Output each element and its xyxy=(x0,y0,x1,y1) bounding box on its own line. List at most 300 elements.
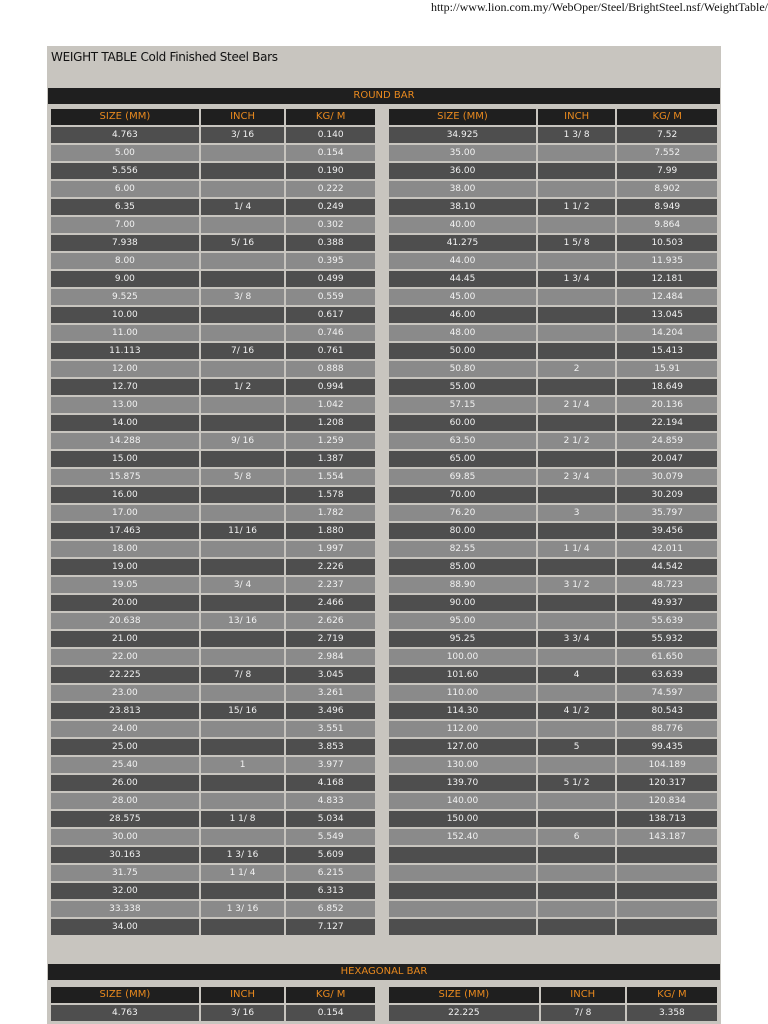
inch-cell xyxy=(201,415,287,431)
inch-cell xyxy=(538,415,617,431)
kg-per-m-cell: 2.626 xyxy=(286,613,375,629)
inch-cell: 2 xyxy=(538,361,617,377)
kg-per-m-cell xyxy=(617,865,717,881)
inch-cell: 11/ 16 xyxy=(201,523,287,539)
kg-per-m-cell: 2.237 xyxy=(286,577,375,593)
kg-per-m-cell: 30.209 xyxy=(617,487,717,503)
size-mm-cell: 18.00 xyxy=(51,541,201,557)
table-row xyxy=(389,829,717,845)
table-header-row xyxy=(51,987,375,1003)
table-row xyxy=(51,505,375,521)
inch-cell xyxy=(538,865,617,881)
kg-per-m-cell: 0.154 xyxy=(286,145,375,161)
table-row xyxy=(51,577,375,593)
size-mm-cell xyxy=(389,919,538,935)
inch-cell xyxy=(201,649,287,665)
size-mm-cell: 60.00 xyxy=(389,415,538,431)
table-header-row xyxy=(389,109,717,125)
inch-cell xyxy=(538,217,617,233)
size-mm-cell: 90.00 xyxy=(389,595,538,611)
table-row xyxy=(51,145,375,161)
inch-cell xyxy=(201,451,287,467)
size-mm-cell: 7.00 xyxy=(51,217,201,233)
table-row xyxy=(51,487,375,503)
kg-per-m-cell: 6.852 xyxy=(286,901,375,917)
kg-per-m-cell: 0.388 xyxy=(286,235,375,251)
kg-per-m-cell: 7.552 xyxy=(617,145,717,161)
size-mm-cell: 15.00 xyxy=(51,451,201,467)
size-mm-cell: 20.00 xyxy=(51,595,201,611)
kg-per-m-cell: 1.259 xyxy=(286,433,375,449)
kg-per-m-cell: 0.140 xyxy=(286,127,375,143)
inch-cell xyxy=(538,253,617,269)
inch-cell: 5/ 16 xyxy=(201,235,287,251)
inch-cell xyxy=(538,721,617,737)
table-row xyxy=(389,541,717,557)
size-mm-cell: 127.00 xyxy=(389,739,538,755)
inch-cell: 5 xyxy=(538,739,617,755)
size-mm-cell: 11.00 xyxy=(51,325,201,341)
size-mm-cell: 19.05 xyxy=(51,577,201,593)
size-mm-cell: 7.938 xyxy=(51,235,201,251)
size-mm-cell: 130.00 xyxy=(389,757,538,773)
column-header: KG/ M xyxy=(286,109,375,125)
kg-per-m-cell: 120.834 xyxy=(617,793,717,809)
column-header: SIZE (MM) xyxy=(51,109,201,125)
kg-per-m-cell: 1.880 xyxy=(286,523,375,539)
kg-per-m-cell: 18.649 xyxy=(617,379,717,395)
kg-per-m-cell: 138.713 xyxy=(617,811,717,827)
kg-per-m-cell: 8.949 xyxy=(617,199,717,215)
inch-cell xyxy=(201,595,287,611)
inch-cell xyxy=(538,919,617,935)
inch-cell xyxy=(538,343,617,359)
inch-cell xyxy=(538,811,617,827)
size-mm-cell: 19.00 xyxy=(51,559,201,575)
inch-cell: 3 3/ 4 xyxy=(538,631,617,647)
inch-cell xyxy=(538,289,617,305)
inch-cell: 6 xyxy=(538,829,617,845)
table-row xyxy=(51,559,375,575)
size-mm-cell: 4.763 xyxy=(51,127,201,143)
kg-per-m-cell: 1.997 xyxy=(286,541,375,557)
kg-per-m-cell: 1.387 xyxy=(286,451,375,467)
kg-per-m-cell: 3.261 xyxy=(286,685,375,701)
hexagonal-bar-section-header: HEXAGONAL BAR xyxy=(48,964,720,980)
kg-per-m-cell: 0.302 xyxy=(286,217,375,233)
size-mm-cell: 57.15 xyxy=(389,397,538,413)
table-row xyxy=(389,145,717,161)
kg-per-m-cell: 1.578 xyxy=(286,487,375,503)
kg-per-m-cell xyxy=(617,901,717,917)
table-row xyxy=(389,847,717,863)
inch-cell xyxy=(538,649,617,665)
inch-cell xyxy=(201,145,287,161)
table-row xyxy=(51,649,375,665)
kg-per-m-cell: 6.215 xyxy=(286,865,375,881)
table-row xyxy=(389,469,717,485)
inch-cell xyxy=(201,739,287,755)
table-row xyxy=(389,577,717,593)
inch-cell: 1 1/ 2 xyxy=(538,199,617,215)
table-row xyxy=(51,397,375,413)
size-mm-cell: 88.90 xyxy=(389,577,538,593)
kg-per-m-cell: 48.723 xyxy=(617,577,717,593)
inch-cell xyxy=(201,325,287,341)
table-row xyxy=(389,307,717,323)
table-row xyxy=(51,253,375,269)
size-mm-cell: 112.00 xyxy=(389,721,538,737)
column-header: INCH xyxy=(201,109,287,125)
size-mm-cell: 34.925 xyxy=(389,127,538,143)
size-mm-cell: 69.85 xyxy=(389,469,538,485)
kg-per-m-cell: 11.935 xyxy=(617,253,717,269)
table-row xyxy=(51,433,375,449)
kg-per-m-cell: 0.994 xyxy=(286,379,375,395)
inch-cell xyxy=(201,181,287,197)
kg-per-m-cell: 1.782 xyxy=(286,505,375,521)
table-row xyxy=(389,775,717,791)
size-mm-cell: 17.463 xyxy=(51,523,201,539)
kg-per-m-cell: 2.984 xyxy=(286,649,375,665)
table-row xyxy=(51,163,375,179)
size-mm-cell xyxy=(389,847,538,863)
kg-per-m-cell: 0.761 xyxy=(286,343,375,359)
table-row xyxy=(51,631,375,647)
table-row xyxy=(51,523,375,539)
inch-cell: 2 1/ 2 xyxy=(538,433,617,449)
inch-cell xyxy=(201,361,287,377)
table-row xyxy=(389,721,717,737)
kg-per-m-cell: 0.190 xyxy=(286,163,375,179)
inch-cell xyxy=(201,397,287,413)
table-row xyxy=(389,325,717,341)
kg-per-m-cell: 13.045 xyxy=(617,307,717,323)
inch-cell xyxy=(538,163,617,179)
size-mm-cell: 6.00 xyxy=(51,181,201,197)
table-row xyxy=(51,829,375,845)
inch-cell xyxy=(538,523,617,539)
kg-per-m-cell: 5.549 xyxy=(286,829,375,845)
inch-cell: 2 1/ 4 xyxy=(538,397,617,413)
table-row xyxy=(389,217,717,233)
inch-cell xyxy=(538,487,617,503)
table-row xyxy=(389,883,717,899)
table-row xyxy=(51,289,375,305)
kg-per-m-cell: 6.313 xyxy=(286,883,375,899)
inch-cell: 7/ 8 xyxy=(541,1005,627,1021)
kg-per-m-cell: 9.864 xyxy=(617,217,717,233)
kg-per-m-cell: 1.208 xyxy=(286,415,375,431)
size-mm-cell: 40.00 xyxy=(389,217,538,233)
size-mm-cell: 140.00 xyxy=(389,793,538,809)
size-mm-cell: 38.00 xyxy=(389,181,538,197)
inch-cell xyxy=(201,217,287,233)
inch-cell xyxy=(538,685,617,701)
size-mm-cell: 32.00 xyxy=(51,883,201,899)
size-mm-cell: 9.00 xyxy=(51,271,201,287)
inch-cell xyxy=(201,829,287,845)
size-mm-cell: 13.00 xyxy=(51,397,201,413)
inch-cell xyxy=(538,559,617,575)
inch-cell xyxy=(201,721,287,737)
inch-cell: 5 1/ 2 xyxy=(538,775,617,791)
table-row xyxy=(389,487,717,503)
size-mm-cell: 25.40 xyxy=(51,757,201,773)
kg-per-m-cell: 49.937 xyxy=(617,595,717,611)
size-mm-cell: 48.00 xyxy=(389,325,538,341)
kg-per-m-cell: 55.932 xyxy=(617,631,717,647)
table-row xyxy=(389,379,717,395)
table-row xyxy=(51,847,375,863)
inch-cell: 7/ 8 xyxy=(201,667,287,683)
kg-per-m-cell: 4.168 xyxy=(286,775,375,791)
inch-cell: 3 1/ 2 xyxy=(538,577,617,593)
table-row xyxy=(389,361,717,377)
inch-cell xyxy=(538,451,617,467)
table-row xyxy=(389,523,717,539)
size-mm-cell: 63.50 xyxy=(389,433,538,449)
inch-cell: 1 5/ 8 xyxy=(538,235,617,251)
inch-cell: 3/ 16 xyxy=(201,127,287,143)
size-mm-cell: 10.00 xyxy=(51,307,201,323)
table-row xyxy=(389,181,717,197)
size-mm-cell: 46.00 xyxy=(389,307,538,323)
table-row xyxy=(389,415,717,431)
table-row xyxy=(51,415,375,431)
column-header: SIZE (MM) xyxy=(389,987,541,1003)
size-mm-cell: 80.00 xyxy=(389,523,538,539)
column-header: INCH xyxy=(201,987,287,1003)
inch-cell xyxy=(538,757,617,773)
kg-per-m-cell: 22.194 xyxy=(617,415,717,431)
inch-cell xyxy=(201,775,287,791)
size-mm-cell: 5.00 xyxy=(51,145,201,161)
kg-per-m-cell: 80.543 xyxy=(617,703,717,719)
table-row xyxy=(389,649,717,665)
table-row xyxy=(389,271,717,287)
size-mm-cell: 36.00 xyxy=(389,163,538,179)
kg-per-m-cell: 35.797 xyxy=(617,505,717,521)
kg-per-m-cell: 42.011 xyxy=(617,541,717,557)
table-row xyxy=(51,325,375,341)
table-row xyxy=(51,775,375,791)
table-row xyxy=(51,343,375,359)
size-mm-cell: 45.00 xyxy=(389,289,538,305)
table-row xyxy=(389,757,717,773)
size-mm-cell: 25.00 xyxy=(51,739,201,755)
kg-per-m-cell: 8.902 xyxy=(617,181,717,197)
inch-cell: 1 3/ 8 xyxy=(538,127,617,143)
size-mm-cell: 16.00 xyxy=(51,487,201,503)
size-mm-cell: 12.70 xyxy=(51,379,201,395)
size-mm-cell: 28.575 xyxy=(51,811,201,827)
kg-per-m-cell: 5.609 xyxy=(286,847,375,863)
kg-per-m-cell: 0.154 xyxy=(286,1005,375,1021)
inch-cell: 7/ 16 xyxy=(201,343,287,359)
table-row xyxy=(51,613,375,629)
size-mm-cell: 101.60 xyxy=(389,667,538,683)
table-row xyxy=(51,361,375,377)
inch-cell xyxy=(201,163,287,179)
kg-per-m-cell: 3.853 xyxy=(286,739,375,755)
kg-per-m-cell: 0.559 xyxy=(286,289,375,305)
kg-per-m-cell: 20.047 xyxy=(617,451,717,467)
inch-cell: 9/ 16 xyxy=(201,433,287,449)
inch-cell xyxy=(201,631,287,647)
size-mm-cell: 38.10 xyxy=(389,199,538,215)
kg-per-m-cell: 39.456 xyxy=(617,523,717,539)
kg-per-m-cell: 3.358 xyxy=(627,1005,717,1021)
kg-per-m-cell: 0.617 xyxy=(286,307,375,323)
inch-cell xyxy=(538,181,617,197)
table-row xyxy=(389,595,717,611)
size-mm-cell: 12.00 xyxy=(51,361,201,377)
size-mm-cell: 21.00 xyxy=(51,631,201,647)
table-row xyxy=(389,901,717,917)
table-row xyxy=(389,199,717,215)
table-row xyxy=(389,631,717,647)
size-mm-cell xyxy=(389,883,538,899)
size-mm-cell: 85.00 xyxy=(389,559,538,575)
size-mm-cell: 22.00 xyxy=(51,649,201,665)
round-bar-table-right xyxy=(389,107,717,937)
table-row xyxy=(51,451,375,467)
table-row xyxy=(389,559,717,575)
inch-cell xyxy=(201,541,287,557)
kg-per-m-cell: 7.52 xyxy=(617,127,717,143)
table-row xyxy=(389,397,717,413)
inch-cell: 1 3/ 16 xyxy=(201,901,287,917)
table-row xyxy=(51,739,375,755)
size-mm-cell: 33.338 xyxy=(51,901,201,917)
size-mm-cell: 76.20 xyxy=(389,505,538,521)
inch-cell: 1/ 4 xyxy=(201,199,287,215)
column-header: KG/ M xyxy=(617,109,717,125)
size-mm-cell: 65.00 xyxy=(389,451,538,467)
inch-cell: 4 xyxy=(538,667,617,683)
kg-per-m-cell: 4.833 xyxy=(286,793,375,809)
kg-per-m-cell: 2.719 xyxy=(286,631,375,647)
inch-cell: 1 1/ 4 xyxy=(201,865,287,881)
table-row xyxy=(51,307,375,323)
table-row xyxy=(389,235,717,251)
kg-per-m-cell: 0.222 xyxy=(286,181,375,197)
kg-per-m-cell: 14.204 xyxy=(617,325,717,341)
inch-cell xyxy=(201,685,287,701)
kg-per-m-cell: 5.034 xyxy=(286,811,375,827)
size-mm-cell: 8.00 xyxy=(51,253,201,269)
column-header: KG/ M xyxy=(627,987,717,1003)
inch-cell: 1 3/ 4 xyxy=(538,271,617,287)
size-mm-cell: 110.00 xyxy=(389,685,538,701)
size-mm-cell: 22.225 xyxy=(389,1005,541,1021)
table-row xyxy=(51,811,375,827)
size-mm-cell: 6.35 xyxy=(51,199,201,215)
size-mm-cell: 100.00 xyxy=(389,649,538,665)
table-row xyxy=(51,379,375,395)
table-row xyxy=(389,703,717,719)
round-bar-table-left xyxy=(51,107,375,937)
size-mm-cell: 95.00 xyxy=(389,613,538,629)
kg-per-m-cell: 120.317 xyxy=(617,775,717,791)
size-mm-cell: 17.00 xyxy=(51,505,201,521)
size-mm-cell: 15.875 xyxy=(51,469,201,485)
inch-cell xyxy=(201,505,287,521)
weight-table-panel xyxy=(47,46,721,1024)
inch-cell xyxy=(201,271,287,287)
inch-cell xyxy=(201,487,287,503)
inch-cell xyxy=(201,883,287,899)
table-row xyxy=(389,811,717,827)
table-row xyxy=(389,685,717,701)
inch-cell: 4 1/ 2 xyxy=(538,703,617,719)
kg-per-m-cell xyxy=(617,883,717,899)
table-row xyxy=(389,505,717,521)
table-row xyxy=(51,919,375,935)
size-mm-cell: 150.00 xyxy=(389,811,538,827)
inch-cell: 1 xyxy=(201,757,287,773)
kg-per-m-cell xyxy=(617,847,717,863)
table-row xyxy=(51,721,375,737)
inch-cell xyxy=(201,307,287,323)
kg-per-m-cell: 2.226 xyxy=(286,559,375,575)
kg-per-m-cell: 3.977 xyxy=(286,757,375,773)
size-mm-cell: 55.00 xyxy=(389,379,538,395)
table-row xyxy=(389,865,717,881)
size-mm-cell: 95.25 xyxy=(389,631,538,647)
inch-cell xyxy=(538,307,617,323)
inch-cell: 3 xyxy=(538,505,617,521)
kg-per-m-cell: 1.554 xyxy=(286,469,375,485)
table-row xyxy=(389,163,717,179)
size-mm-cell: 114.30 xyxy=(389,703,538,719)
table-row xyxy=(51,901,375,917)
size-mm-cell: 70.00 xyxy=(389,487,538,503)
kg-per-m-cell: 0.395 xyxy=(286,253,375,269)
kg-per-m-cell: 12.181 xyxy=(617,271,717,287)
hexagonal-bar-table-left xyxy=(51,985,375,1023)
size-mm-cell: 82.55 xyxy=(389,541,538,557)
hexagonal-bar-table-right xyxy=(389,985,717,1023)
page-url: http://www.lion.com.my/WebOper/Steel/BrightSteel.nsf/WeightTable/ xyxy=(430,0,768,14)
size-mm-cell: 22.225 xyxy=(51,667,201,683)
inch-cell: 13/ 16 xyxy=(201,613,287,629)
table-header-row xyxy=(51,109,375,125)
page-title: WEIGHT TABLE Cold Finished Steel Bars xyxy=(51,50,278,64)
inch-cell: 3/ 8 xyxy=(201,289,287,305)
size-mm-cell: 5.556 xyxy=(51,163,201,179)
kg-per-m-cell: 0.746 xyxy=(286,325,375,341)
table-row xyxy=(51,127,375,143)
table-row xyxy=(51,793,375,809)
kg-per-m-cell: 2.466 xyxy=(286,595,375,611)
inch-cell xyxy=(538,325,617,341)
size-mm-cell xyxy=(389,901,538,917)
inch-cell xyxy=(538,793,617,809)
table-row xyxy=(51,217,375,233)
inch-cell xyxy=(201,253,287,269)
table-row xyxy=(51,1005,375,1021)
table-row xyxy=(51,685,375,701)
inch-cell: 3/ 4 xyxy=(201,577,287,593)
kg-per-m-cell: 24.859 xyxy=(617,433,717,449)
kg-per-m-cell: 44.542 xyxy=(617,559,717,575)
kg-per-m-cell: 10.503 xyxy=(617,235,717,251)
kg-per-m-cell: 7.99 xyxy=(617,163,717,179)
table-row xyxy=(51,199,375,215)
inch-cell xyxy=(201,919,287,935)
